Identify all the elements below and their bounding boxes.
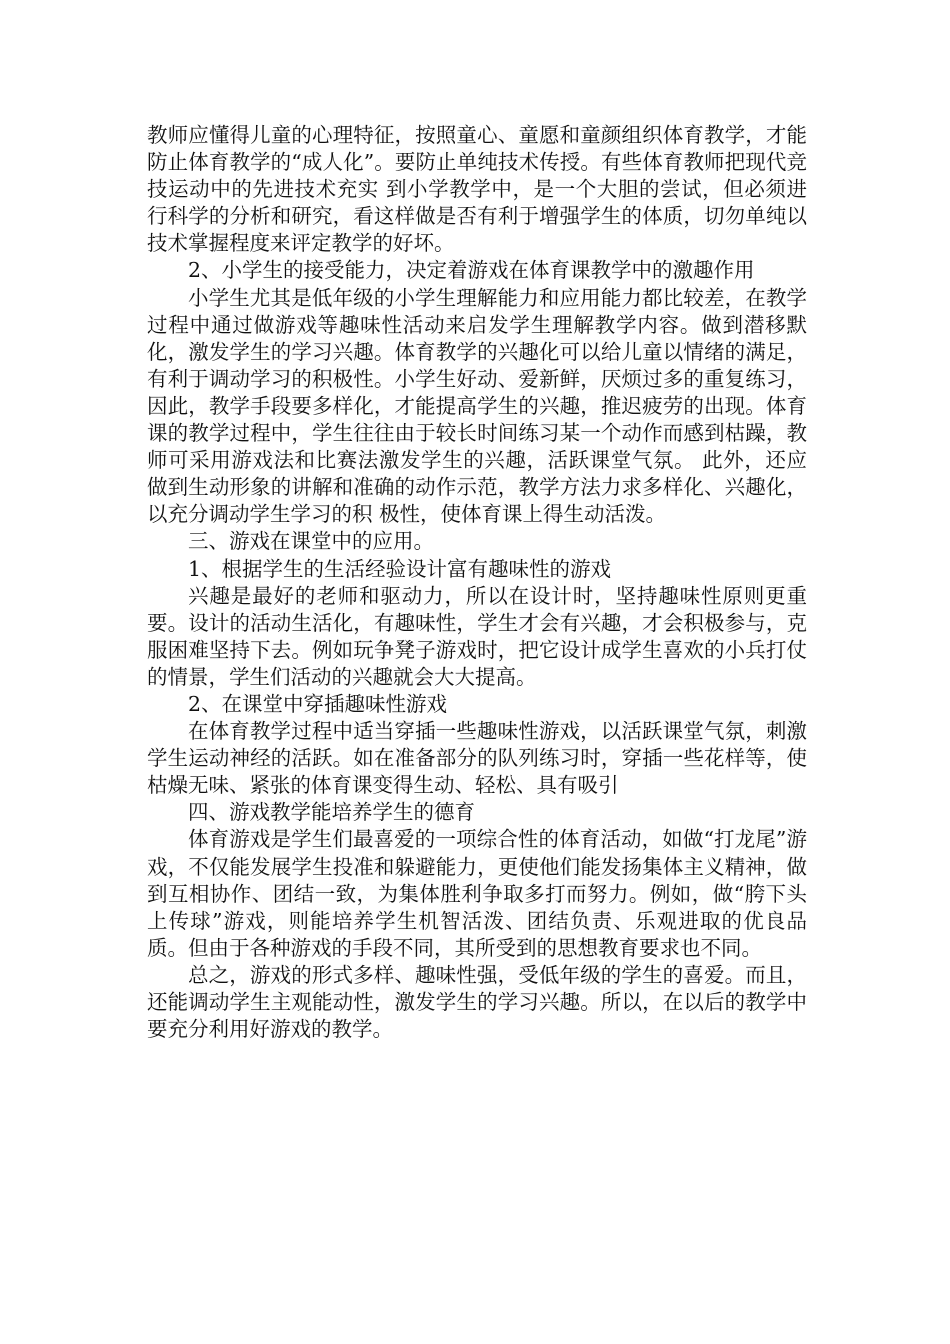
document-body: [147, 122, 807, 1043]
subheading-insert-games: 2、在课堂中穿插趣味性游戏: [188, 691, 448, 716]
paragraph-continuation: 教师应懂得儿童的心理特征，按照童心、童愿和童颜组织体育教学，才能防止体育教学的“成人化”。要防止单纯技术传授。有些体育教师把现代竞技运动中的先进技术充实 到小学教学中，是一个大胆的尝试，但必须进行科学的分析和研究，看这样做是否有利于增强学生的体质，切勿单纯以技术掌握程度来评定教学的好坏。: [147, 123, 807, 256]
section-heading-receptivity: 2、小学生的接受能力，决定着游戏在体育课教学中的激趣作用: [188, 258, 755, 283]
section-heading-moral: 四、游戏教学能培养学生的德育: [188, 800, 475, 825]
paragraph-receptivity: 小学生尤其是低年级的小学生理解能力和应用能力都比较差，在教学过程中通过做游戏等趣味性活动来启发学生理解教学内容。做到潜移默化，激发学生的学习兴趣。体育教学的兴趣化可以给儿童以情绪的满足，有利于调动学习的积极性。小学生好动、爱新鲜，厌烦过多的重复练习，因此，教学手段要多样化，才能提高学生的兴趣，推迟疲劳的出现。体育课的教学过程中，学生往往由于较长时间练习某一个动作而感到枯躁，教师可采用游戏法和比赛法激发学生的兴趣，活跃课堂气氛。 此外，还应做到生动形象的讲解和准确的动作示范，教学方法力求多样化、兴趣化，以充分调动学生学习的积 极性，使体育课上得生动活泼。: [147, 285, 807, 527]
paragraph-insert-games: 在体育教学过程中适当穿插一些趣味性游戏，以活跃课堂气氛，刺激学生运动神经的活跃。如在准备部分的队列练习时，穿插一些花样等，使枯燥无味、紧张的体育课变得生动、轻松、具有吸引: [147, 719, 807, 798]
paragraph-design-games: 兴趣是最好的老师和驱动力，所以在设计时，坚持趣味性原则更重要。设计的活动生活化，有趣味性，学生才会有兴趣，才会积极参与，克服困难坚持下去。例如玩争凳子游戏时，把它设计成学生喜欢的小兵打仗的情景，学生们活动的兴趣就会大大提高。: [147, 583, 807, 689]
subheading-design-games: 1、根据学生的生活经验设计富有趣味性的游戏: [188, 556, 612, 581]
paragraph-moral: 体育游戏是学生们最喜爱的一项综合性的体育活动，如做“打龙尾”游戏，不仅能发展学生投准和躲避能力，更使他们能发扬集体主义精神，做到互相协作、团结一致，为集体胜利争取多打而努力。例如，做“胯下头上传球”游戏，则能培养学生机智活泼、团结负责、乐观进取的优良品质。但由于各种游戏的手段不同，其所受到的思想教育要求也不同。: [147, 827, 807, 960]
section-heading-application: 三、游戏在课堂中的应用。: [188, 529, 434, 554]
paragraph-conclusion: 总之，游戏的形式多样、趣味性强，受低年级的学生的喜爱。而且，还能调动学生主观能动性，激发学生的学习兴趣。所以，在以后的教学中要充分利用好游戏的教学。: [147, 962, 807, 1042]
